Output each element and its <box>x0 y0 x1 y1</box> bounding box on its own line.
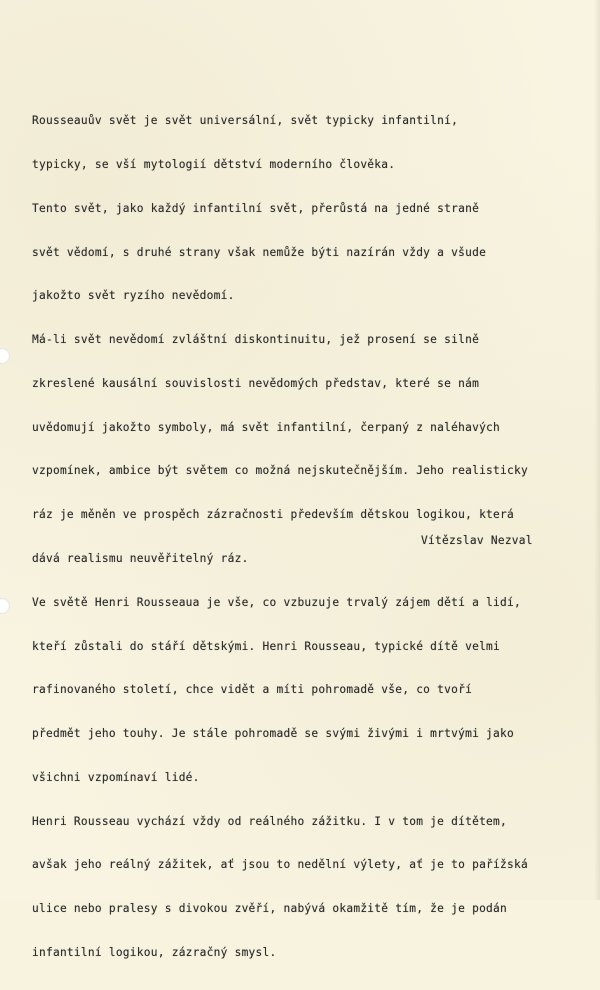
text-line: všichni vzpomínaví lidé. <box>32 770 200 784</box>
text-line: vzpomínek, ambice být světem co možná nejskutečnějším. Jeho realisticky <box>32 464 528 478</box>
text-line: Má-li svět nevědomí zvláštní diskontinuitu, jež prosení se silně <box>32 333 480 347</box>
text-line: avšak jeho reálný zážitek, ať jsou to nedělní výlety, ať je to pařížská <box>32 858 528 872</box>
text-line: Henri Rousseau vychází vždy od reálného zážitku. I v tom je dítětem, <box>32 814 508 828</box>
text-line: předmět jeho touhy. Je stále pohromadě se svými živými i mrtvými jako <box>32 727 514 741</box>
text-line: infantilní logikou, zázračný smysl. <box>32 946 277 960</box>
text-line: Tento svět, jako každý infantilní svět, přerůstá na jedné straně <box>32 201 480 215</box>
author-signature: Vítězslav Nezval <box>421 534 533 547</box>
punch-hole <box>0 598 10 614</box>
text-line: Rousseauův svět je svět universální, svět typicky infantilní, <box>32 114 459 128</box>
text-line: Ve světě Henri Rousseaua je vše, co vzbuzuje trvalý zájem dětí a lidí, <box>32 595 521 609</box>
text-line: ulice nebo pralesy s divokou zvěří, nabývá okamžitě tím, že je podán <box>32 902 508 916</box>
text-line: rafinovaného století, chce vidět a míti pohromadě vše, co tvoří <box>32 683 473 697</box>
text-line: svět vědomí, s druhé strany však nemůže býti nazírán vždy a všude <box>32 245 487 259</box>
text-line: dává realismu neuvěřitelný ráz. <box>32 552 249 565</box>
text-line: zkreslené kausální souvislosti nevědomých představ, které se nám <box>32 376 480 390</box>
text-line: ráz je měněn ve prospěch zázračnosti především dětskou logikou, která <box>32 508 514 522</box>
text-line: kteří zůstali do stáří dětskými. Henri Rousseau, typické dítě velmi <box>32 639 501 653</box>
text-line: typicky, se vší mytologií dětství moderního člověka. <box>32 157 396 171</box>
punch-hole <box>0 348 10 364</box>
text-line: uvědomují jakožto symboly, má svět infantilní, čerpaný z naléhavých <box>32 420 501 434</box>
text-line: jakožto svět ryzího nevědomí. <box>32 289 235 303</box>
